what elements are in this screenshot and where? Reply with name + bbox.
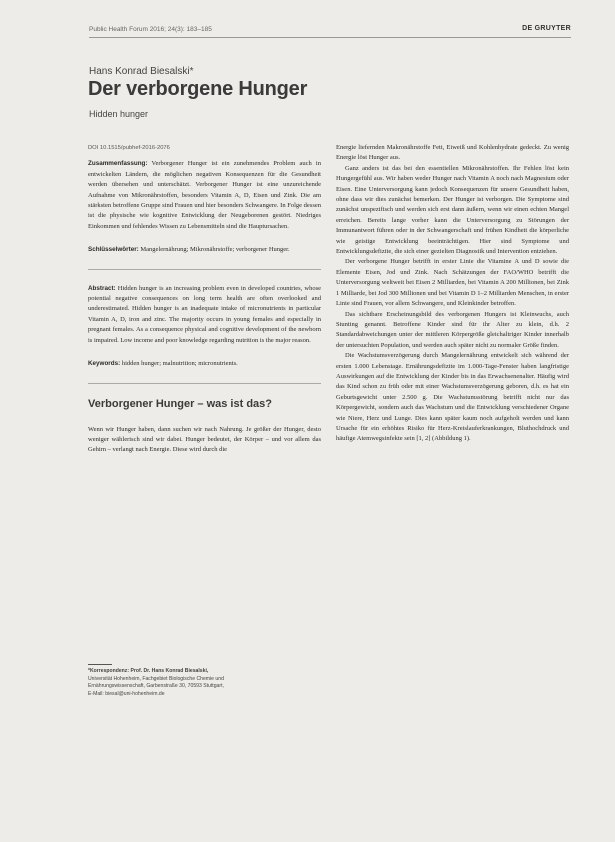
footnote-line: Ernährungswissenschaft, Garbenstraße 30, 70593 Stuttgart, <box>88 683 224 690</box>
section-heading: Verborgener Hunger – was ist das? <box>88 397 273 410</box>
keywords-english-label: Keywords: <box>88 360 121 368</box>
abstract-english-label: Abstract: <box>88 284 116 292</box>
article-author: Hans Konrad Biesalski* <box>89 66 194 77</box>
footnote-label: *Korrespondenz: Prof. Dr. Hans Konrad Biesalski, <box>88 668 209 674</box>
abstract-english-text: Hidden hunger is an increasing problem even in developed countries, whose potential negative consequences on long term health are often overlooked and underestimated. Hidden hunger is an inadequate intake of micronutrients in particular Vitamin A, D, iron and zinc. The majority occurs in young females and especially in pregnant females. As a consequence physical and cognitive development of the newborn is impaired. Low income and poor knowledge regarding nutrition is the major reason. <box>88 284 321 344</box>
correspondence-footnote <box>88 664 288 699</box>
body-paragraph: Ganz anders ist das bei den essentiellen Mikronährstoffen. Ihr Fehlen löst kein Hungergefühl aus. Wir haben weder Hunger nach Vitamin A noch nach Magnesium oder Eisen. Eine Unterversorgung kann jedoch Konsequenzen für unsere Gesundheit haben, ohne dass wir dies zunächst bemerken. Der Hunger ist verborgen. Die Symptome sind zunächst unspezifisch und werden sich erst dann äußern, wenn wir einen echten Mangel erreichen. Bereits lange vorher kann die Unterversorgung zu Störungen der Immunantwort führen oder in der Schwangerschaft und frühen Kindheit die körperliche wie geistige Entwicklung beeinträchtigen. Hier sind Symptome und Entwicklungsdefizite, die sich einer gezielten Diagnostik und Intervention entziehen. <box>336 164 569 256</box>
publisher-logo: DE GRUYTER <box>522 25 571 32</box>
abstract-german-text: Verborgener Hunger ist ein zunehmendes Problem auch in entwickelten Ländern, die möglichen negativen Konsequenzen für die Gesundheit werden übersehen und unterschätzt. Verborgener Hunger ist eine unzureichende Aufnahme von Mikronährstoffen, besonders Vitamin A, D, Eisen und Zink. Die am stärksten betroffene Gruppe sind Frauen und hier besonders Schwangere. In Folge dessen ist die physische wie kognitive Entwicklung der Neugeborenen gestört. Niedriges Einkommen und fehlendes Wissen zu Lebensmitteln sind die Hauptursachen. <box>88 160 321 230</box>
footnote-divider <box>88 664 112 665</box>
abstract-german-label: Zusammenfassung: <box>88 160 148 168</box>
keywords-english <box>88 359 321 369</box>
section-divider <box>88 383 321 384</box>
footnote-line: Universität Hohenheim, Fachgebiet Biologische Chemie und <box>88 675 224 682</box>
header-divider <box>89 37 571 38</box>
keywords-english-text: hidden hunger; malnutrition; micronutrients. <box>120 360 238 368</box>
left-column <box>88 143 321 456</box>
abstract-divider <box>88 269 321 270</box>
body-paragraph: Der verborgene Hunger betrifft in erster Linie die Vitamine A und D sowie die Elemente Eisen, Jod und Zink. Nach Schätzungen der FAO/WHO betrifft die Unterversorgung weltweit bei Eisen 2 Milliarden, bei Vitamin A 200 Millionen, bei Zink 1 Milliarde, bei Jod 300 Millionen und bei Vitamin D 1–2 Milliarden Menschen, in erster Linie sind Frauen, vor allem Schwangere, und Kleinkinder betroffen. <box>336 258 569 308</box>
right-column <box>336 143 569 445</box>
journal-citation: Public Health Forum 2016; 24(3): 183–185 <box>89 26 212 33</box>
keywords-german-text: Mangelernährung; Mikronährstoffe; verborgener Hunger. <box>138 246 290 254</box>
abstract-german <box>88 159 321 232</box>
body-paragraph: Das sichtbare Erscheinungsbild des verborgenen Hungers ist Kleinwuchs, auch Stunting genannt. Betroffene Kinder sind für ihr Alter zu klein, d.h. 2 Standardabweichungen unter der mittleren Körpergröße gleichaltriger Kinder innerhalb der untersuchten Population, und werden auch später nicht zu normaler Größe finden. <box>336 310 569 349</box>
footnote-email[interactable]: E-Mail: biesal@uni-hohenheim.de <box>88 691 165 698</box>
article-subtitle: Hidden hunger <box>89 109 149 119</box>
abstract-english <box>88 284 321 346</box>
keywords-german <box>88 245 321 255</box>
doi-link[interactable]: DOI 10.1515/pubhef-2016-2076 <box>88 145 170 151</box>
article-title: Der verborgene Hunger <box>88 78 308 100</box>
body-paragraph: Wenn wir Hunger haben, dann suchen wir nach Nahrung. Je größer der Hunger, desto weniger wählerisch sind wir dabei. Hunger bedeutet, der Körper – und vor allem das Gehirn – verlangt nach Energie. Diese wird durch die <box>88 425 321 454</box>
body-paragraph: Energie liefernden Makronährstoffe Fett, Eiweiß und Kohlenhydrate gedeckt. Zu wenig Energie löst Hunger aus. <box>336 144 569 162</box>
body-paragraph: Die Wachstumsverzögerung durch Mangelernährung entwickelt sich während der ersten 1.000 Lebenstage. Ernährungsdefizite im 1.000-Tage-Fenster haben langfristige Auswirkungen auf die Entwicklung der Kinder bis in das Erwachsenenalter. Häufig wird das Kind schon zu früh oder mit einer Wachstumsverzögerung geboren, d.h. es hat ein Geburtsgewicht unter 2.500 g. Die Wachstumsstörung betrifft nicht nur das Körpergewicht, sondern auch das Wachstum und die Entwicklung verschiedener Organe wie Niere, Herz und Lunge. Dies kann später kaum noch aufgeholt werden und kann Ursache für ein erhöhtes Risiko für Herz-Kreislauferkrankungen, Bluthochdruck und häufige Atemwegsinfekte sein [1, 2] (Abbildung 1). <box>336 352 569 443</box>
keywords-german-label: Schlüsselwörter: <box>88 246 139 254</box>
